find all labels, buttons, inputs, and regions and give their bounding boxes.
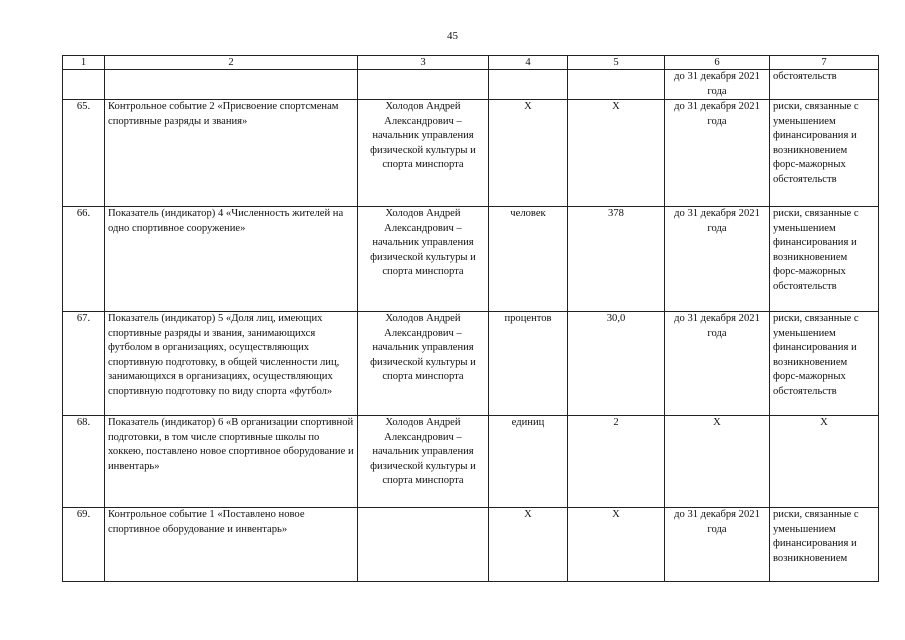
table-row bbox=[63, 70, 879, 100]
row-name: Контрольное событие 2 «Присвоение спортсменам спортивные разряды и звания» bbox=[105, 100, 358, 207]
row-deadline: до 31 декабря 2021 года bbox=[665, 100, 770, 207]
row-unit: Х bbox=[489, 100, 568, 207]
row-number: 66. bbox=[63, 207, 105, 312]
row-number bbox=[63, 70, 105, 100]
header-cell-4: 4 bbox=[489, 56, 568, 70]
row-value: Х bbox=[568, 100, 665, 207]
row-number: 65. bbox=[63, 100, 105, 207]
header-cell-6: 6 bbox=[665, 56, 770, 70]
row-risks: риски, связанные с уменьшением финансирования и возникновением форс-мажорных обстоятельств bbox=[770, 100, 879, 207]
row-responsible: Холодов Андрей Александрович – начальник управления физической культуры и спорта минспорта bbox=[358, 100, 489, 207]
header-cell-1: 1 bbox=[63, 56, 105, 70]
row-number: 68. bbox=[63, 416, 105, 508]
row-number: 67. bbox=[63, 312, 105, 416]
row-responsible: Холодов Андрей Александрович – начальник управления физической культуры и спорта минспорта bbox=[358, 207, 489, 312]
row-responsible: Холодов Андрей Александрович – начальник управления физической культуры и спорта минспорта bbox=[358, 416, 489, 508]
row-name: Контрольное событие 1 «Поставлено новое спортивное оборудование и инвентарь» bbox=[105, 508, 358, 582]
header-cell-7: 7 bbox=[770, 56, 879, 70]
row-risks: риски, связанные с уменьшением финансирования и возникновением bbox=[770, 508, 879, 582]
header-row bbox=[63, 56, 879, 70]
row-unit bbox=[489, 70, 568, 100]
row-risks: риски, связанные с уменьшением финансирования и возникновением форс-мажорных обстоятельств bbox=[770, 312, 879, 416]
table-row bbox=[63, 207, 879, 312]
row-risks: риски, связанные с уменьшением финансирования и возникновением форс-мажорных обстоятельств bbox=[770, 207, 879, 312]
header-cell-2: 2 bbox=[105, 56, 358, 70]
row-deadline: до 31 декабря 2021 года bbox=[665, 312, 770, 416]
table-row bbox=[63, 312, 879, 416]
row-unit: процентов bbox=[489, 312, 568, 416]
header-cell-3: 3 bbox=[358, 56, 489, 70]
row-name bbox=[105, 70, 358, 100]
row-deadline: до 31 декабря 2021 года bbox=[665, 207, 770, 312]
row-value: 378 bbox=[568, 207, 665, 312]
row-deadline: Х bbox=[665, 416, 770, 508]
table-row bbox=[63, 508, 879, 582]
row-responsible bbox=[358, 70, 489, 100]
table-row bbox=[63, 416, 879, 508]
row-responsible: Холодов Андрей Александрович – начальник управления физической культуры и спорта минспорта bbox=[358, 312, 489, 416]
row-name: Показатель (индикатор) 5 «Доля лиц, имеющих спортивные разряды и звания, занимающихся футболом в организациях, осуществляющих спортивную подготовку, в общей численности лиц, занимающихся в организациях, осуществляющих спортивную подготовку по виду спорта «футбол» bbox=[105, 312, 358, 416]
row-deadline: до 31 декабря 2021 года bbox=[665, 508, 770, 582]
page-number: 45 bbox=[447, 30, 458, 42]
row-risks: обстоятельств bbox=[770, 70, 879, 100]
row-value: 2 bbox=[568, 416, 665, 508]
row-value bbox=[568, 70, 665, 100]
row-deadline: до 31 декабря 2021 года bbox=[665, 70, 770, 100]
row-name: Показатель (индикатор) 6 «В организации спортивной подготовки, в том числе спортивные школы по хоккею, поставлено новое спортивное оборудование и инвентарь» bbox=[105, 416, 358, 508]
header-cell-5: 5 bbox=[568, 56, 665, 70]
row-unit: человек bbox=[489, 207, 568, 312]
row-risks: Х bbox=[770, 416, 879, 508]
row-name: Показатель (индикатор) 4 «Численность жителей на одно спортивное сооружение» bbox=[105, 207, 358, 312]
program-table bbox=[62, 55, 879, 582]
table-row bbox=[63, 100, 879, 207]
row-value: 30,0 bbox=[568, 312, 665, 416]
row-unit: единиц bbox=[489, 416, 568, 508]
row-responsible bbox=[358, 508, 489, 582]
row-unit: Х bbox=[489, 508, 568, 582]
row-value: Х bbox=[568, 508, 665, 582]
row-number: 69. bbox=[63, 508, 105, 582]
